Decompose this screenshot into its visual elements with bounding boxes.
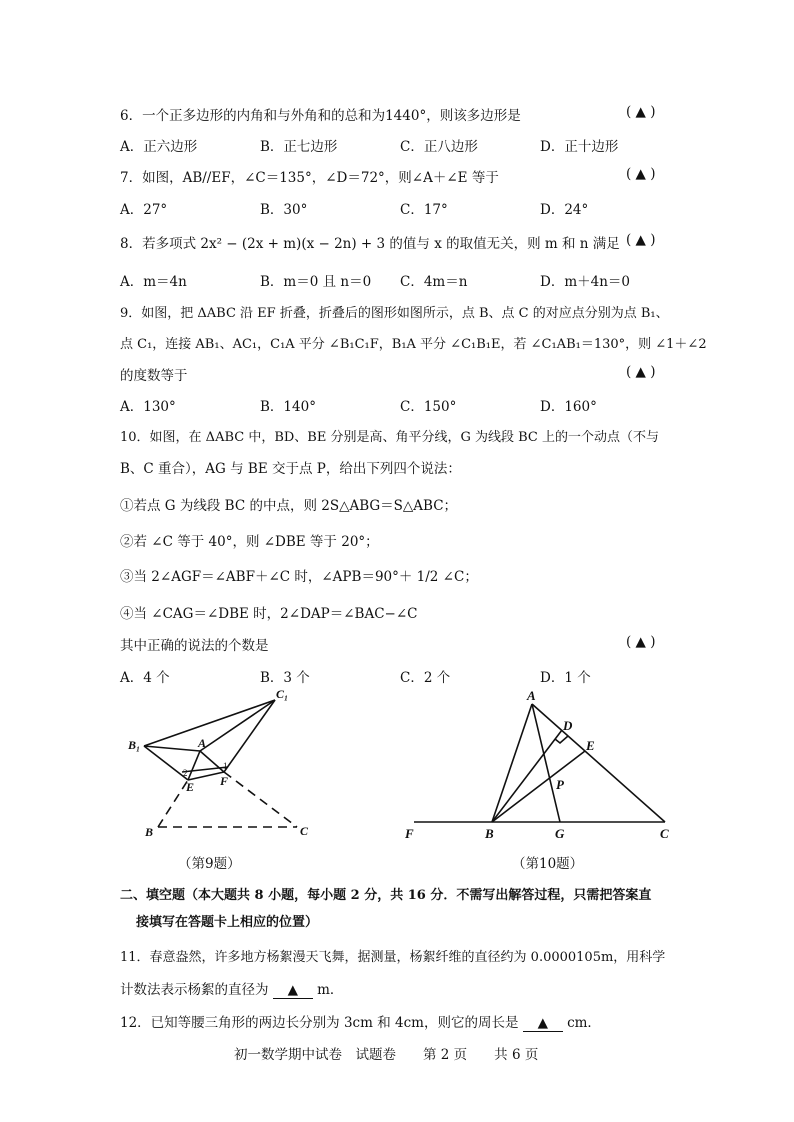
fig10-edge-a-c bbox=[532, 704, 665, 822]
q12-text: 12．已知等腰三角形的两边长分别为 3cm 和 4cm，则它的周长是 bbox=[120, 1015, 519, 1031]
q7-stem: 7．如图，AB//EF，∠C＝135°，∠D＝72°，则∠A＋∠E 等于 bbox=[120, 170, 499, 186]
fig9-edge-c1-f bbox=[224, 700, 275, 772]
q8-option-d: D．m＋4n＝0 bbox=[540, 274, 630, 290]
q6-option-c: C．正八边形 bbox=[400, 139, 478, 155]
figure-10 bbox=[400, 688, 680, 848]
fig9-dashed-b-e bbox=[158, 780, 188, 827]
fig9-edge-b1-e bbox=[144, 746, 188, 780]
q8-option-b: B．m＝0 且 n＝0 bbox=[260, 274, 372, 290]
answer-mark: ( ▲ ) bbox=[626, 232, 656, 248]
q11-line2-text: 计数法表示杨絮的直径为 bbox=[120, 982, 269, 998]
fig9-edge-a-c1 bbox=[200, 700, 275, 751]
answer-mark: ( ▲ ) bbox=[626, 166, 656, 182]
fig10-edge-a-b bbox=[492, 704, 532, 822]
q6-option-a: A．正六边形 bbox=[120, 139, 198, 155]
fig9-edge-b1-a bbox=[144, 746, 200, 751]
fig9-label-f: F bbox=[220, 774, 229, 788]
q11-answer-blank[interactable]: ▲ bbox=[273, 982, 313, 999]
fig10-label-e: E bbox=[586, 738, 595, 753]
q8-option-a: A．m＝4n bbox=[120, 274, 187, 290]
q11-unit: m． bbox=[317, 982, 344, 998]
q7-option-d: D．24° bbox=[540, 202, 589, 218]
q9-option-b: B．140° bbox=[260, 399, 316, 415]
q11-line2 bbox=[120, 978, 343, 999]
page-footer: 初一数学期中试卷 试题卷 第 2 页 共 6 页 bbox=[234, 1047, 539, 1063]
fig9-edge-b1-c1 bbox=[144, 700, 275, 746]
fig9-angle-1: 1 bbox=[223, 761, 228, 771]
fig9-edge-a-e bbox=[188, 751, 200, 780]
q7-option-a: A．27° bbox=[120, 202, 168, 218]
fig9-label-b1: B₁ bbox=[128, 738, 141, 752]
fig9-dashed-f-c bbox=[224, 772, 297, 827]
answer-mark: ( ▲ ) bbox=[626, 364, 656, 380]
fig9-angle-2: 2 bbox=[183, 768, 188, 778]
fig10-label-a: A bbox=[527, 688, 536, 703]
fig10-caption: （第10题） bbox=[512, 856, 584, 872]
q9-option-a: A．130° bbox=[120, 399, 176, 415]
q8-option-c: C．4m＝n bbox=[400, 274, 468, 290]
q6-stem: 6．一个正多边形的内角和与外角和的总和为1440°，则该多边形是 bbox=[120, 108, 521, 124]
q7-option-c: C．17° bbox=[400, 202, 448, 218]
fig10-label-b: B bbox=[485, 826, 494, 841]
q12-line bbox=[120, 1011, 601, 1032]
q8-stem: 8．若多项式 2x² − (2x + m)(x − 2n) + 3 的值与 x 的取值无关，则 m 和 n 满足 bbox=[120, 236, 620, 252]
answer-mark: ( ▲ ) bbox=[626, 634, 656, 650]
q10-statement-2: ②若 ∠C 等于 40°，则 ∠DBE 等于 20°； bbox=[120, 534, 379, 550]
q10-statement-1: ①若点 G 为线段 BC 的中点，则 2S△ABG＝S△ABC； bbox=[120, 498, 458, 514]
q10-line1: 10．如图，在 ΔABC 中，BD、BE 分别是高、角平分线，G 为线段 BC 上的一个动点（不与 bbox=[120, 430, 659, 445]
q10-statement-4: ④当 ∠CAG＝∠DBE 时，2∠DAP＝∠BAC−∠C bbox=[120, 606, 418, 622]
fig9-caption: （第9题） bbox=[178, 856, 241, 872]
section2-heading-line2: 接填写在答题卡上相应的位置） bbox=[136, 915, 319, 930]
q10-statement-3: ③当 2∠AGF＝∠ABF＋∠C 时，∠APB＝90°＋ 1/2 ∠C； bbox=[120, 569, 478, 585]
figure-9 bbox=[120, 685, 330, 845]
q11-line1: 11．春意盎然，许多地方杨絮漫天飞舞，据测量，杨絮纤维的直径约为 0.0000105m，用科学 bbox=[120, 950, 666, 965]
fig10-label-c: C bbox=[660, 826, 669, 841]
fig10-label-d: D bbox=[563, 718, 573, 733]
fig9-label-c: C bbox=[300, 824, 309, 838]
fig9-edge-e-f bbox=[188, 772, 224, 780]
fig10-label-f: F bbox=[405, 826, 414, 841]
q12-unit: cm． bbox=[567, 1015, 601, 1031]
q10-option-d: D．1 个 bbox=[540, 670, 591, 686]
fig9-label-b: B bbox=[145, 825, 154, 839]
q10-option-b: B．3 个 bbox=[260, 670, 310, 686]
q9-line1: 9．如图，把 ΔABC 沿 EF 折叠，折叠后的图形如图所示，点 B、点 C 的对应点分别为点 B₁、 bbox=[120, 306, 669, 321]
q9-line2: 点 C₁，连接 AB₁、AC₁，C₁A 平分 ∠B₁C₁F，B₁A 平分 ∠C₁B₁E，若 ∠C₁AB₁＝130°，则 ∠1＋∠2 bbox=[120, 337, 707, 352]
q10-ask: 其中正确的说法的个数是 bbox=[120, 638, 269, 654]
section2-heading-line1: 二、填空题（本大题共 8 小题，每小题 2 分，共 16 分．不需写出解答过程，只需把答案直 bbox=[120, 888, 652, 903]
q10-option-c: C．2 个 bbox=[400, 670, 451, 686]
fig9-label-c1: C₁ bbox=[276, 687, 289, 701]
q10-line2: B、C 重合），AG 与 BE 交于点 P，给出下列四个说法： bbox=[120, 461, 461, 477]
q6-option-d: D．正十边形 bbox=[540, 139, 619, 155]
q6-option-b: B．正七边形 bbox=[260, 139, 338, 155]
fig10-label-g: G bbox=[555, 826, 565, 841]
fig9-label-a: A bbox=[198, 736, 207, 750]
q9-option-c: C．150° bbox=[400, 399, 457, 415]
fig10-label-p: P bbox=[556, 777, 564, 792]
q9-line3: 的度数等于 bbox=[120, 368, 188, 384]
q10-option-a: A．4 个 bbox=[120, 670, 170, 686]
q7-option-b: B．30° bbox=[260, 202, 308, 218]
q12-answer-blank[interactable]: ▲ bbox=[523, 1015, 563, 1032]
fig9-label-e: E bbox=[186, 780, 195, 794]
answer-mark: ( ▲ ) bbox=[626, 104, 656, 120]
q9-option-d: D．160° bbox=[540, 399, 597, 415]
